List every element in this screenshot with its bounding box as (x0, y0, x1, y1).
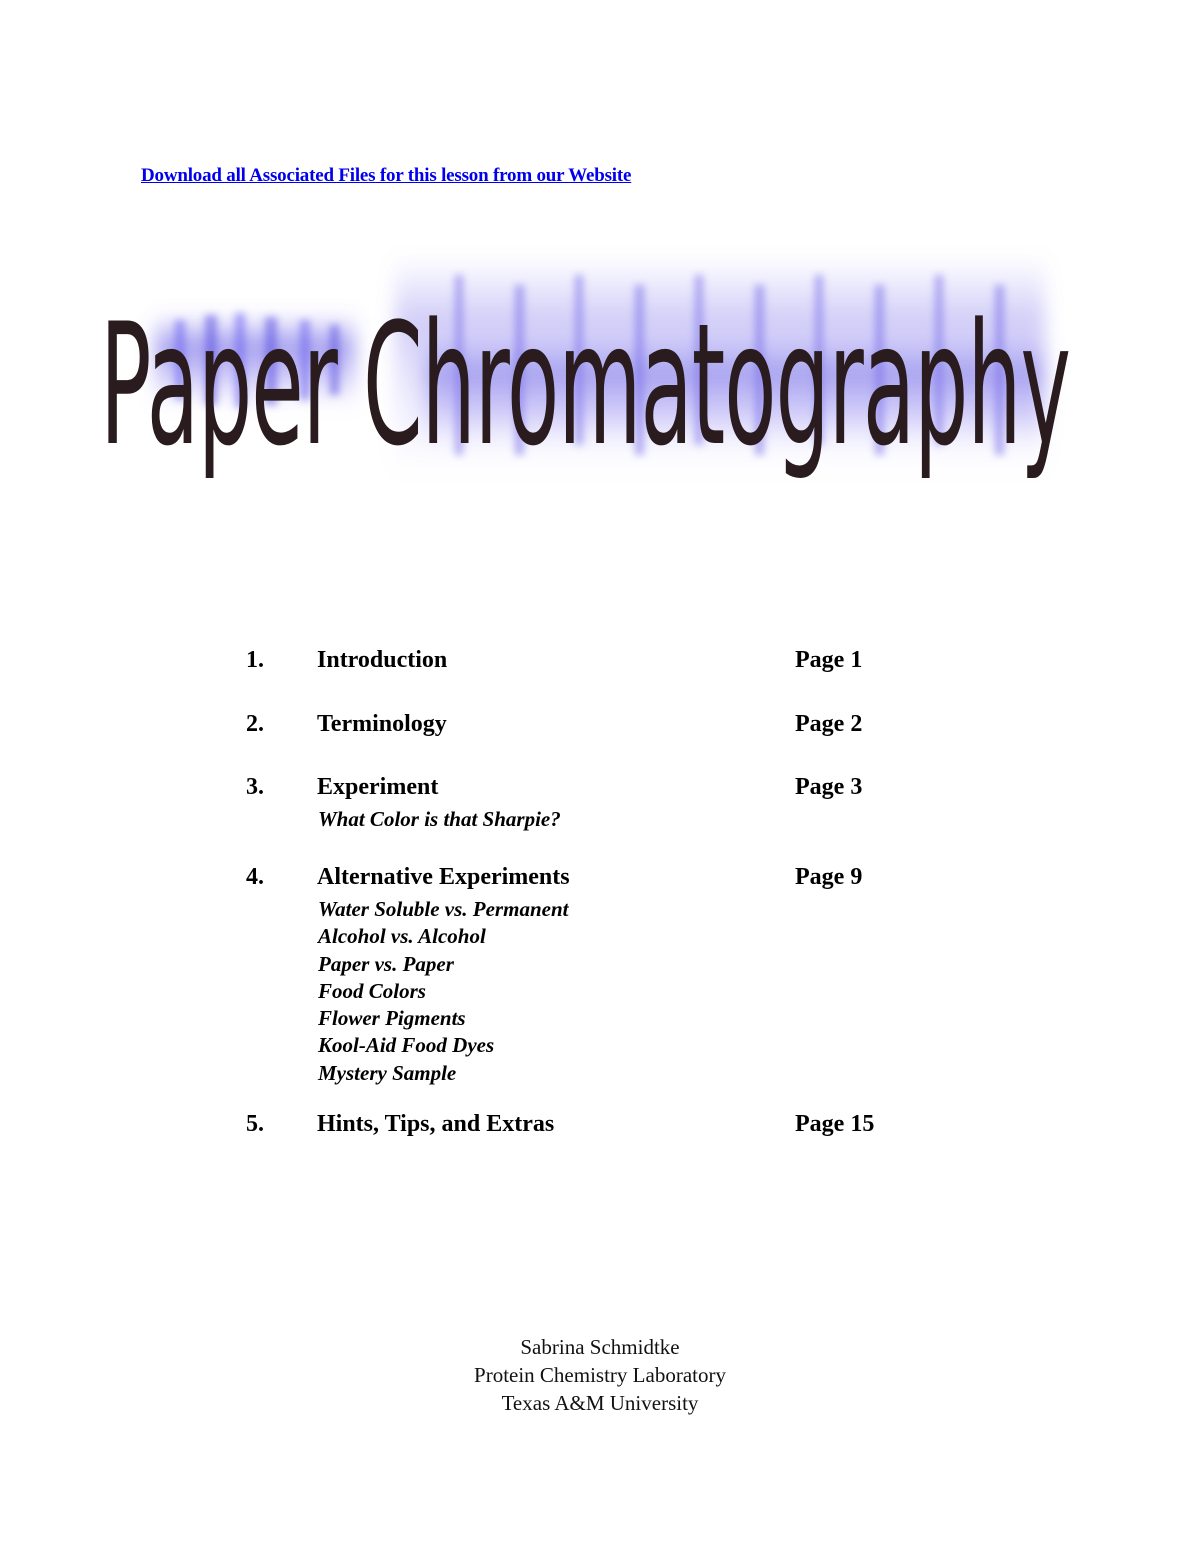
toc-subitem: Flower Pigments (318, 1006, 466, 1031)
toc-page: Page 2 (795, 711, 863, 737)
toc-number: 1. (246, 647, 264, 673)
toc-number: 3. (246, 774, 264, 800)
toc-subitem: What Color is that Sharpie? (318, 807, 561, 831)
toc-number: 4. (246, 864, 264, 890)
author-university: Texas A&M University (501, 1391, 699, 1415)
toc-subitem: Food Colors (318, 978, 426, 1003)
author-block (0, 1333, 1200, 1417)
toc-subitem: Paper vs. Paper (318, 951, 454, 976)
author-name: Sabrina Schmidtke (520, 1335, 680, 1359)
author-lab: Protein Chemistry Laboratory (474, 1363, 726, 1387)
toc-number: 2. (246, 711, 264, 737)
toc-title: Terminology (317, 711, 447, 737)
toc-subitem: Water Soluble vs. Permanent (318, 897, 569, 921)
toc-title: Introduction (317, 647, 448, 673)
toc-subitem: Alcohol vs. Alcohol (318, 924, 486, 949)
toc-number: 5. (246, 1111, 264, 1137)
toc-subitem: Kool-Aid Food Dyes (318, 1033, 495, 1058)
toc-title: Experiment (317, 774, 439, 800)
title-banner-image (95, 245, 1075, 525)
toc-page: Page 15 (795, 1111, 875, 1137)
download-files-link[interactable]: Download all Associated Files for this lesson from our Website (141, 165, 632, 186)
banner-title-text: Paper Chromatography (100, 287, 1070, 483)
toc-page: Page 1 (795, 647, 863, 673)
toc-page: Page 3 (795, 774, 863, 800)
toc-subitem: Mystery Sample (318, 1060, 457, 1085)
toc-title: Hints, Tips, and Extras (317, 1111, 555, 1137)
toc-title: Alternative Experiments (317, 864, 570, 890)
toc-page: Page 9 (795, 864, 863, 890)
